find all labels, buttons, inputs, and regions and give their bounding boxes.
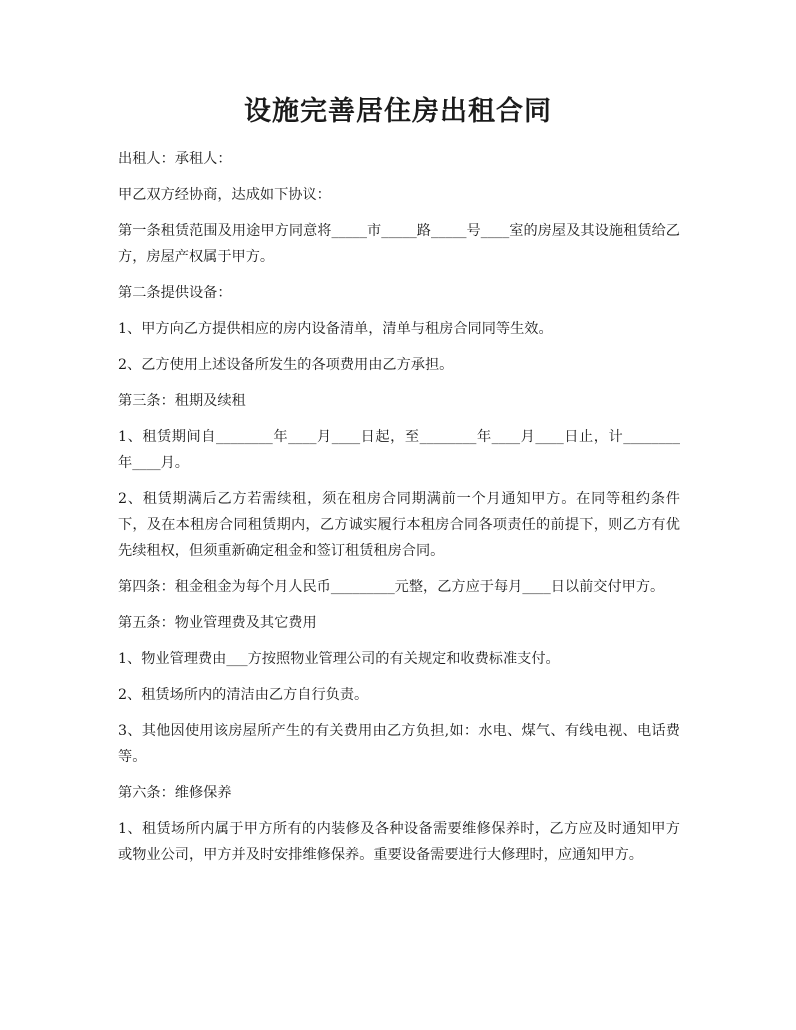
clause-1-scope: 第一条租赁范围及用途甲方同意将_____市_____路_____号____室的房屋及其设施租赁给乙方，房屋产权属于甲方。 [118, 223, 680, 265]
clause-2-item-2: 2、乙方使用上述设备所发生的各项费用由乙方承担。 [118, 357, 454, 373]
clause-6-heading: 第六条：维修保养 [118, 785, 232, 801]
clause-5-heading: 第五条：物业管理费及其它费用 [118, 615, 317, 631]
clause-3-heading: 第三条：租期及续租 [118, 393, 246, 409]
clause-6-item-1: 1、租赁场所内属于甲方所有的内装修及各种设备需要维修保养时，乙方应及时通知甲方或物业公司，甲方并及时安排维修保养。重要设备需要进行大修理时，应通知甲方。 [118, 821, 680, 863]
clause-2-heading: 第二条提供设备： [118, 285, 232, 301]
agreement-intro: 甲乙双方经协商，达成如下协议： [118, 187, 331, 203]
clause-5-item-1: 1、物业管理费由___方按照物业管理公司的有关规定和收费标准支付。 [118, 651, 560, 667]
clause-5-item-3: 3、其他因使用该房屋所产生的有关费用由乙方负担,如：水电、煤气、有线电视、电话费等。 [118, 723, 680, 765]
clause-2-item-1: 1、甲方向乙方提供相应的房内设备清单，清单与租房合同同等生效。 [118, 321, 553, 337]
clause-5-item-2: 2、租赁场所内的清洁由乙方自行负责。 [118, 687, 369, 703]
document-body [118, 146, 680, 878]
clause-3-item-1: 1、租赁期间自________年____月____日起，至________年____月____日止，计________年____月。 [118, 429, 680, 471]
clause-4-rent: 第四条：租金租金为每个月人民币_________元整，乙方应于每月____日以前交付甲方。 [118, 579, 665, 595]
clause-3-item-2: 2、租赁期满后乙方若需续租，须在租房合同期满前一个月通知甲方。在同等租约条件下，及在本租房合同租赁期内，乙方诚实履行本租房合同各项责任的前提下，则乙方有优先续租权，但须重新确定租金和签订租赁租房合同。 [118, 491, 680, 559]
document-title: 设施完善居住房出租合同 [244, 96, 552, 127]
parties-line: 出租人：承租人： [118, 151, 232, 167]
